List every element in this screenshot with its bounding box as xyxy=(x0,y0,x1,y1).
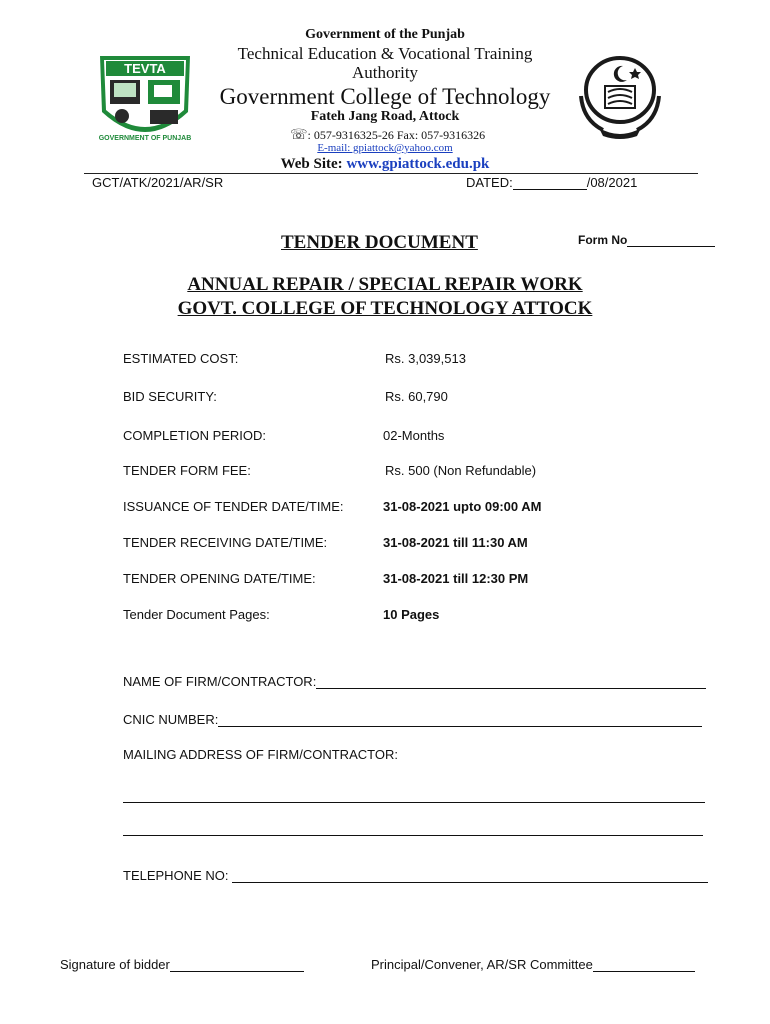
work-title-block xyxy=(0,273,770,321)
principal-signature-label: Principal/Convener, AR/SR Committee xyxy=(371,957,593,972)
bidder-signature-label: Signature of bidder xyxy=(60,957,170,972)
telephone-blank[interactable] xyxy=(232,869,708,883)
telephone-icon: ☏ xyxy=(290,128,308,143)
document-pages-value: 10 Pages xyxy=(383,607,440,622)
telephone-field xyxy=(123,868,708,883)
telephone-label: TELEPHONE NO: xyxy=(123,868,233,883)
work-title-line-2: GOVT. COLLEGE OF TECHNOLOGY ATTOCK xyxy=(177,298,593,319)
form-number-field xyxy=(578,233,715,247)
dated-suffix: /08/2021 xyxy=(586,175,638,190)
cnic-field xyxy=(123,712,702,727)
phone-text: 057-9316325-26 Fax: 057-9316326 xyxy=(313,128,486,142)
bidder-signature-blank[interactable] xyxy=(170,958,304,972)
receiving-date-label: TENDER RECEIVING DATE/TIME: xyxy=(123,535,328,550)
mailing-address-line-2[interactable] xyxy=(123,835,703,836)
tender-document-title: TENDER DOCUMENT xyxy=(281,232,478,253)
mailing-address-label: MAILING ADDRESS OF FIRM/CONTRACTOR: xyxy=(123,747,398,762)
firm-name-label: NAME OF FIRM/CONTRACTOR: xyxy=(123,674,317,689)
form-no-label: Form No xyxy=(578,233,628,247)
issuance-date-label: ISSUANCE OF TENDER DATE/TIME: xyxy=(123,499,344,514)
tevta-logo-text: TEVTA xyxy=(124,61,166,76)
receiving-date-value: 31-08-2021 till 11:30 AM xyxy=(383,535,528,550)
firm-name-blank[interactable] xyxy=(316,675,706,689)
tevta-heading: Technical Education & Vocational Training Authority xyxy=(237,44,533,82)
document-pages-label: Tender Document Pages: xyxy=(123,607,270,622)
website-link[interactable]: www.gpiattock.edu.pk xyxy=(346,156,490,172)
completion-period-label: COMPLETION PERIOD: xyxy=(123,428,267,443)
college-name-heading: Government College of Technology xyxy=(219,84,551,109)
form-no-blank[interactable] xyxy=(627,234,715,247)
completion-period-value: 02-Months xyxy=(383,428,445,443)
principal-signature-field xyxy=(371,957,695,972)
tender-form-fee-value: Rs. 500 (Non Refundable) xyxy=(385,463,537,478)
bid-security-label: BID SECURITY: xyxy=(123,389,217,404)
estimated-cost-value: Rs. 3,039,513 xyxy=(385,351,466,366)
phone-colon: : xyxy=(307,128,314,142)
cnic-blank[interactable] xyxy=(218,713,702,727)
estimated-cost-label: ESTIMATED COST: xyxy=(123,351,239,366)
bidder-signature-field xyxy=(60,957,304,972)
website-line xyxy=(0,156,770,173)
dated-field xyxy=(466,175,637,190)
header-divider xyxy=(84,173,698,174)
mailing-address-line-1[interactable] xyxy=(123,802,705,803)
principal-signature-blank[interactable] xyxy=(593,958,695,972)
website-label: Web Site: xyxy=(280,156,343,172)
tevta-logo-arc: GOVERNMENT OF PUNJAB xyxy=(98,135,192,142)
issuance-date-value: 31-08-2021 upto 09:00 AM xyxy=(383,499,542,514)
opening-date-label: TENDER OPENING DATE/TIME: xyxy=(123,571,316,586)
opening-date-value: 31-08-2021 till 12:30 PM xyxy=(383,571,529,586)
email-link[interactable]: E-mail: gpiattock@yahoo.com xyxy=(317,142,453,154)
cnic-label: CNIC NUMBER: xyxy=(123,712,219,727)
bid-security-value: Rs. 60,790 xyxy=(385,389,448,404)
dated-label: DATED: xyxy=(466,175,513,190)
firm-name-field xyxy=(123,674,706,689)
address-line: Fateh Jang Road, Attock xyxy=(310,109,460,124)
tender-form-fee-label: TENDER FORM FEE: xyxy=(123,463,251,478)
work-title-line-1: ANNUAL REPAIR / SPECIAL REPAIR WORK xyxy=(187,274,583,295)
tevta-heading-block xyxy=(0,44,770,82)
government-of-punjab-heading: Government of the Punjab xyxy=(305,27,465,42)
reference-number: GCT/ATK/2021/AR/SR xyxy=(92,175,224,190)
dated-blank[interactable] xyxy=(513,176,587,190)
